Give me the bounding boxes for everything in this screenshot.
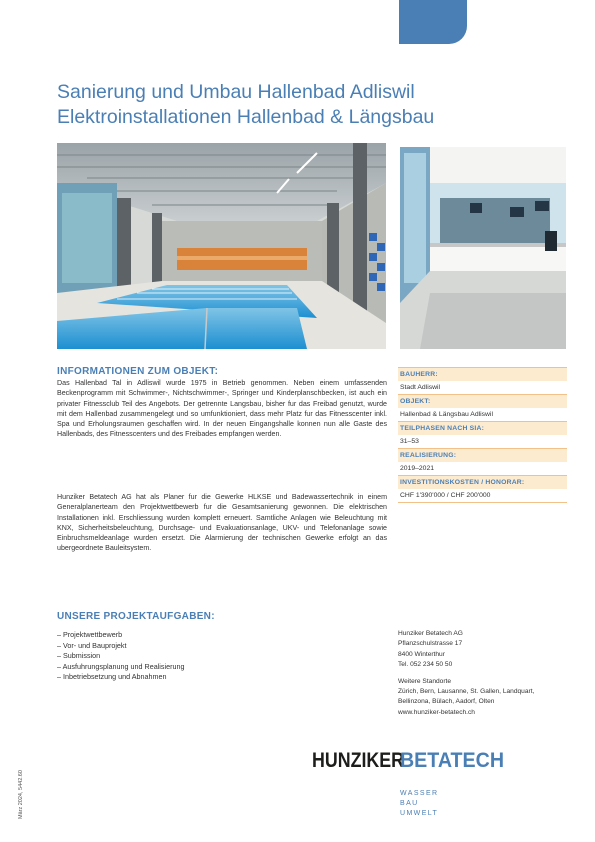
company-logo	[312, 749, 512, 771]
svg-text:BETATECH: BETATECH	[400, 749, 504, 771]
list-item: – Ausfuhrungsplanung und Realisierung	[57, 661, 185, 671]
fact-kosten	[398, 476, 567, 503]
info-heading: INFORMATIONEN ZUM OBJEKT:	[57, 366, 219, 377]
title-line-1: Sanierung und Umbau Hallenbad Adliswil	[57, 81, 415, 103]
fact-label: REALISIERUNG:	[398, 449, 567, 462]
list-item: – Inbetriebsetzung und Abnahmen	[57, 672, 167, 682]
fact-teilphasen	[398, 422, 567, 449]
fact-realisierung	[398, 449, 567, 476]
contact-company: Hunziker Betatech AG	[398, 630, 463, 637]
fact-value: 31–53	[398, 435, 567, 449]
tasks-list	[57, 630, 184, 683]
locations-heading: Weitere Standorte	[398, 677, 452, 685]
fact-label: OBJEKT:	[398, 395, 567, 408]
info-paragraph-2: Hunziker Betatech AG hat als Planer fur die Gewerke HLKSE und Badewassertechnik in einem Generalplanerteam den Projektwettbewerb fur die Gesamtsanierung gewonnen. Die elektrischen Installationen inkl. Erschliessung wurden komplett erneuert. Samtliche Anlagen wie Beleuchtung mit KNX, Sicherheitsbeleuchtung, Durchsage- und Evakuationsanlage, UKV- und Telefonanlage sowie Einbruchsmeldeanlage wurden ersetzt. Die Alarmierung der technischen Gewerke erfolgt an das ubergeordnete Bauleitsystem.	[57, 493, 387, 553]
list-item: – Submission	[57, 651, 101, 661]
contact-street: Pflanzschulstrasse 17	[398, 640, 463, 648]
tagline-line: WASSER	[400, 790, 439, 797]
fact-value: Hallenbad & Längsbau Adliswil	[398, 408, 567, 422]
fact-value: 2019–2021	[398, 462, 567, 476]
contact-block	[398, 629, 534, 718]
tasks-heading: UNSERE PROJEKTAUFGABEN:	[57, 611, 215, 622]
lobby-photo	[400, 143, 566, 349]
fact-value: CHF 1'390'000 / CHF 200'000	[398, 489, 567, 503]
fact-label: TEILPHASEN NACH SIA:	[398, 422, 567, 435]
fact-label: BAUHERR:	[398, 368, 567, 381]
fact-bauherr	[398, 367, 567, 395]
tagline-line: BAU	[400, 800, 419, 808]
list-item: – Vor- und Bauprojekt	[57, 640, 127, 650]
list-item: – Projektwettbewerb	[57, 630, 123, 639]
side-note: März 2024, 5442.60	[18, 770, 24, 819]
title-line-2: Elektroinstallationen Hallenbad & Längsbau	[57, 106, 435, 128]
fact-value: Stadt Adliswil	[398, 381, 567, 395]
contact-phone[interactable]: Tel. 052 234 50 50	[398, 661, 453, 669]
svg-text:HUNZIKER: HUNZIKER	[312, 749, 404, 771]
tagline	[400, 789, 438, 820]
facts-table	[398, 367, 567, 503]
contact-city: 8400 Winterthur	[398, 650, 445, 658]
pool-photo	[57, 143, 386, 349]
website-link[interactable]: www.hunziker-betatech.ch	[398, 708, 475, 716]
locations-line-2: Bellinzona, Bülach, Aadorf, Olten	[398, 698, 495, 706]
info-paragraph-1: Das Hallenbad Tal in Adliswil wurde 1975 in Betrieb genommen. Neben einem umfassenden Beckenprogramm mit Schwimmer-, Nichtschwimmer-, Springer und Kinderplanschbecken, ist auch ein privater Fitnessclub Teil des Angebots. Der getrennte Langsbau, bisher fur das Freibad genutzt, wurde mit dem Hallenbad zusammengelegt und so umfunktioniert, dass mehr Platz fur das Fitnesscenter inkl. Spa und Erholungsraumen geschaffen wird. In der neuen Eingangshalle konnen nun alle Gaste des Hallenbads, des Fitnesscenters und des Freibades empfangen werden.	[57, 379, 387, 439]
page-title	[57, 80, 577, 130]
fact-objekt	[398, 395, 567, 422]
fact-label: INVESTITIONSKOSTEN / HONORAR:	[398, 476, 567, 489]
brand-tab	[399, 0, 467, 44]
locations-line-1: Zürich, Bern, Lausanne, St. Gallen, Landquart,	[398, 688, 535, 696]
tagline-line: UMWELT	[400, 810, 439, 818]
